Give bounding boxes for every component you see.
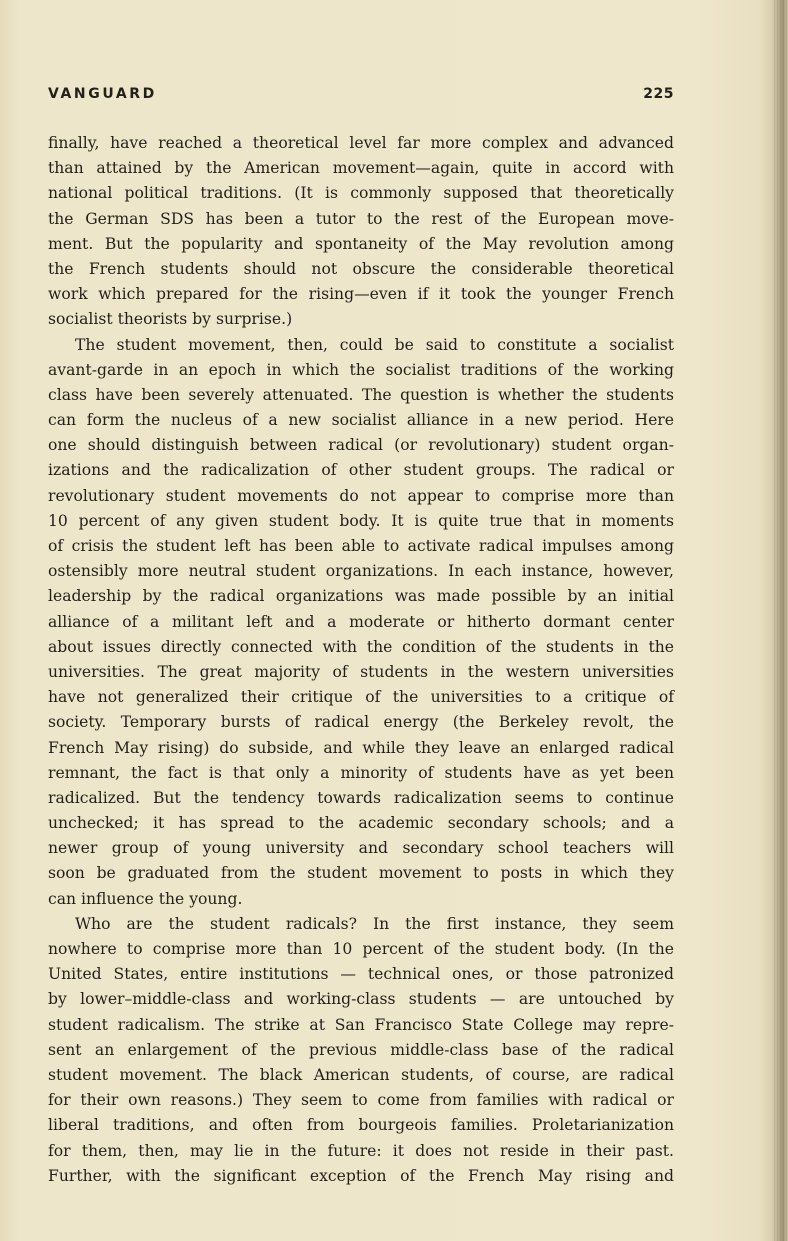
text-line: sent an enlargement of the previous middle-class base of the radical	[48, 1040, 674, 1059]
text-line: finally, have reached a theoretical level far more complex and advanced	[48, 134, 674, 152]
text-line: revolutionary student movements do not appear to comprise more than	[48, 486, 674, 505]
text-line: for them, then, may lie in the future: it does not reside in their past.	[48, 1141, 674, 1160]
text-line: alliance of a militant left and a moderate or hitherto dormant center	[48, 612, 674, 631]
text-line: universities. The great majority of students in the western universities	[48, 662, 674, 681]
text-line: Who are the student radicals? In the first instance, they seem	[75, 914, 674, 933]
running-head-title: VANGUARD	[48, 86, 157, 102]
text-line: for their own reasons.) They seem to come from families with radical or	[48, 1091, 674, 1110]
text-line: socialist theorists by surprise.)	[48, 310, 293, 329]
paragraph	[48, 131, 674, 333]
text-line: United States, entire institutions — technical ones, or those patronized	[48, 965, 674, 984]
text-line: can influence the young.	[48, 889, 243, 908]
text-line: remnant, the fact is that only a minority of students have as yet been	[48, 763, 674, 782]
text-line: can form the nucleus of a new socialist alliance in a new period. Here	[48, 411, 674, 430]
text-line: class have been severely attenuated. The question is whether the students	[48, 385, 674, 404]
text-line: work which prepared for the rising—even if it took the younger French	[48, 285, 674, 304]
body-text	[48, 131, 674, 1189]
text-line: society. Temporary bursts of radical energy (the Berkeley revolt, the	[48, 713, 674, 732]
text-line: student movement. The black American students, of course, are radical	[48, 1065, 674, 1084]
text-line: student radicalism. The strike at San Francisco State College may repre-	[48, 1015, 674, 1034]
paragraph	[48, 333, 674, 912]
text-line: The student movement, then, could be said to constitute a socialist	[75, 335, 674, 354]
text-line: izations and the radicalization of other student groups. The radical or	[48, 461, 674, 480]
text-line: French May rising) do subside, and while they leave an enlarged radical	[48, 738, 674, 757]
text-line: nowhere to comprise more than 10 percent of the student body. (In the	[48, 940, 674, 958]
text-line: newer group of young university and secondary school teachers will	[48, 839, 674, 858]
text-line: one should distinguish between radical (or revolutionary) student organ-	[48, 436, 674, 455]
text-line: by lower–middle-class and working-class students — are untouched by	[48, 990, 674, 1009]
text-line: ment. But the popularity and spontaneity of the May revolution among	[48, 234, 674, 253]
text-line: about issues directly connected with the condition of the students in the	[48, 637, 674, 656]
text-line: ostensibly more neutral student organizations. In each instance, however,	[48, 562, 674, 581]
text-line: than attained by the American movement—again, quite in accord with	[48, 159, 674, 178]
text-line: national political traditions. (It is commonly supposed that theoretically	[48, 184, 674, 203]
text-line: 10 percent of any given student body. It is quite true that in moments	[48, 511, 674, 530]
text-line: the French students should not obscure the considerable theoretical	[48, 259, 674, 278]
text-line: radicalized. But the tendency towards radicalization seems to continue	[48, 788, 674, 807]
book-spine-edge	[774, 0, 788, 1241]
text-line: liberal traditions, and often from bourgeois families. Proletarianization	[48, 1116, 674, 1135]
page-number: 225	[643, 86, 674, 102]
text-line: of crisis the student left has been able to activate radical impulses among	[48, 537, 674, 555]
text-line: unchecked; it has spread to the academic secondary schools; and a	[48, 814, 674, 833]
text-line: have not generalized their critique of the universities to a critique of	[48, 688, 674, 707]
text-line: leadership by the radical organizations was made possible by an initial	[48, 587, 674, 606]
text-line: soon be graduated from the student movement to posts in which they	[48, 864, 674, 883]
paragraph	[48, 912, 674, 1189]
running-head	[48, 86, 674, 106]
text-line: the German SDS has been a tutor to the rest of the European move-	[48, 209, 674, 228]
text-line: avant-garde in an epoch in which the socialist traditions of the working	[48, 360, 674, 379]
text-line: Further, with the significant exception of the French May rising and	[48, 1166, 674, 1185]
